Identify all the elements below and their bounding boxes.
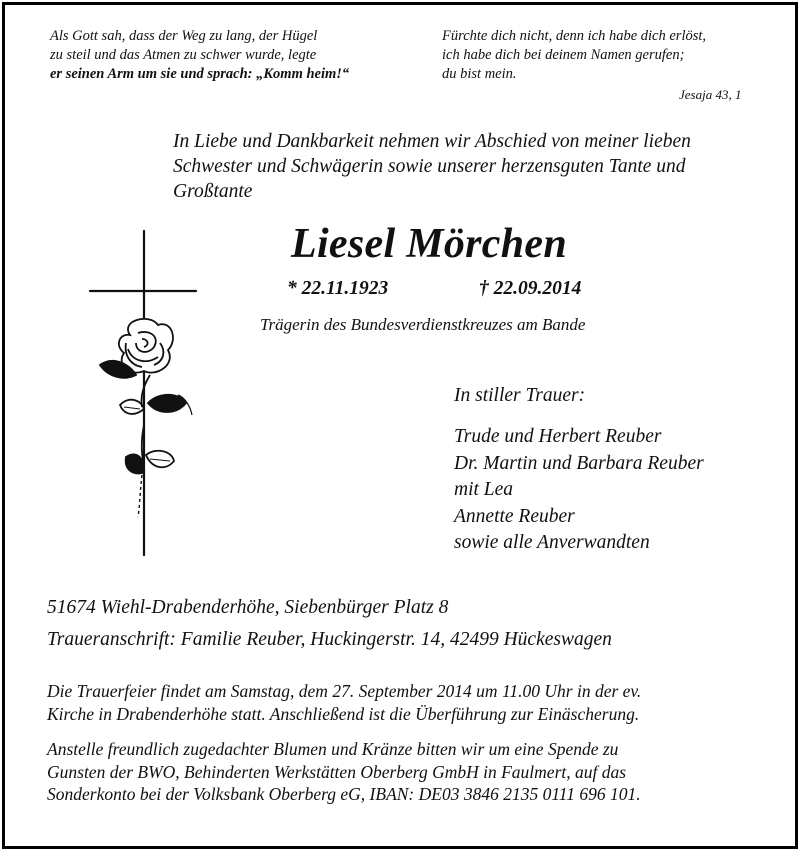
home-address: 51674 Wiehl-Drabenderhöhe, Siebenbürger Platz 8 xyxy=(47,597,449,618)
rose-icon xyxy=(100,319,192,517)
quote-right-line-3: du bist mein. xyxy=(442,66,517,82)
donation-line-3: Sonderkonto bei der Volksbank Oberberg eG, IBAN: DE03 3846 2135 0111 696 101. xyxy=(47,784,641,804)
honor-line: Trägerin des Bundesverdienstkreuzes am Bande xyxy=(260,315,586,334)
death-date: † 22.09.2014 xyxy=(479,278,582,299)
intro-line-3: Großtante xyxy=(173,181,253,202)
mourner-item: Annette Reuber xyxy=(454,505,575,527)
funeral-notice xyxy=(47,680,641,725)
quote-right-line-1: Fürchte dich nicht, denn ich habe dich erlöst, xyxy=(442,28,707,44)
quote-left xyxy=(50,27,349,84)
donation-line-2: Gunsten der BWO, Behinderten Werkstätten Oberberg GmbH in Faulmert, auf das xyxy=(47,761,627,782)
donation-line-1: Anstelle freundlich zugedachter Blumen und Kränze bitten wir um eine Spende zu xyxy=(47,739,619,759)
intro-line-2: Schwester und Schwägerin sowie unserer herzensguten Tante und xyxy=(173,156,686,177)
bible-reference: Jesaja 43, 1 xyxy=(679,87,742,102)
mourners-title: In stiller Trauer: xyxy=(454,385,586,406)
intro-line-1: In Liebe und Dankbarkeit nehmen wir Abschied von meiner lieben xyxy=(173,131,691,152)
obituary-card xyxy=(2,2,798,849)
birth-date: * 22.11.1923 xyxy=(287,278,389,299)
deceased-name: Liesel Mörchen xyxy=(291,221,568,267)
quote-left-line-3: er seinen Arm um sie und sprach: „Komm heim!“ xyxy=(50,66,350,82)
quote-left-line-2: zu steil und das Atmen zu schwer wurde, legte xyxy=(50,47,317,63)
quote-right xyxy=(442,27,706,84)
mourning-address: Traueranschrift: Familie Reuber, Huckingerstr. 14, 42499 Hückeswagen xyxy=(47,629,612,650)
mourner-item: Dr. Martin und Barbara Reuber xyxy=(454,452,704,474)
donation-notice xyxy=(47,738,641,806)
intro-text xyxy=(173,129,691,204)
quote-left-line-1: Als Gott sah, dass der Weg zu lang, der Hügel xyxy=(50,28,318,44)
funeral-line-2: Kirche in Drabenderhöhe statt. Anschließend ist die Überführung zur Einäscherung. xyxy=(47,703,640,724)
mourners-list xyxy=(454,424,704,557)
funeral-line-1: Die Trauerfeier findet am Samstag, dem 27. September 2014 um 11.00 Uhr in der ev. xyxy=(47,681,642,701)
cross-icon xyxy=(80,225,210,560)
quote-right-line-2: ich habe dich bei deinem Namen gerufen; xyxy=(442,47,685,63)
mourner-item: Trude und Herbert Reuber xyxy=(454,426,662,447)
mourner-item: sowie alle Anverwandten xyxy=(454,532,650,553)
mourner-item: mit Lea xyxy=(454,479,514,500)
